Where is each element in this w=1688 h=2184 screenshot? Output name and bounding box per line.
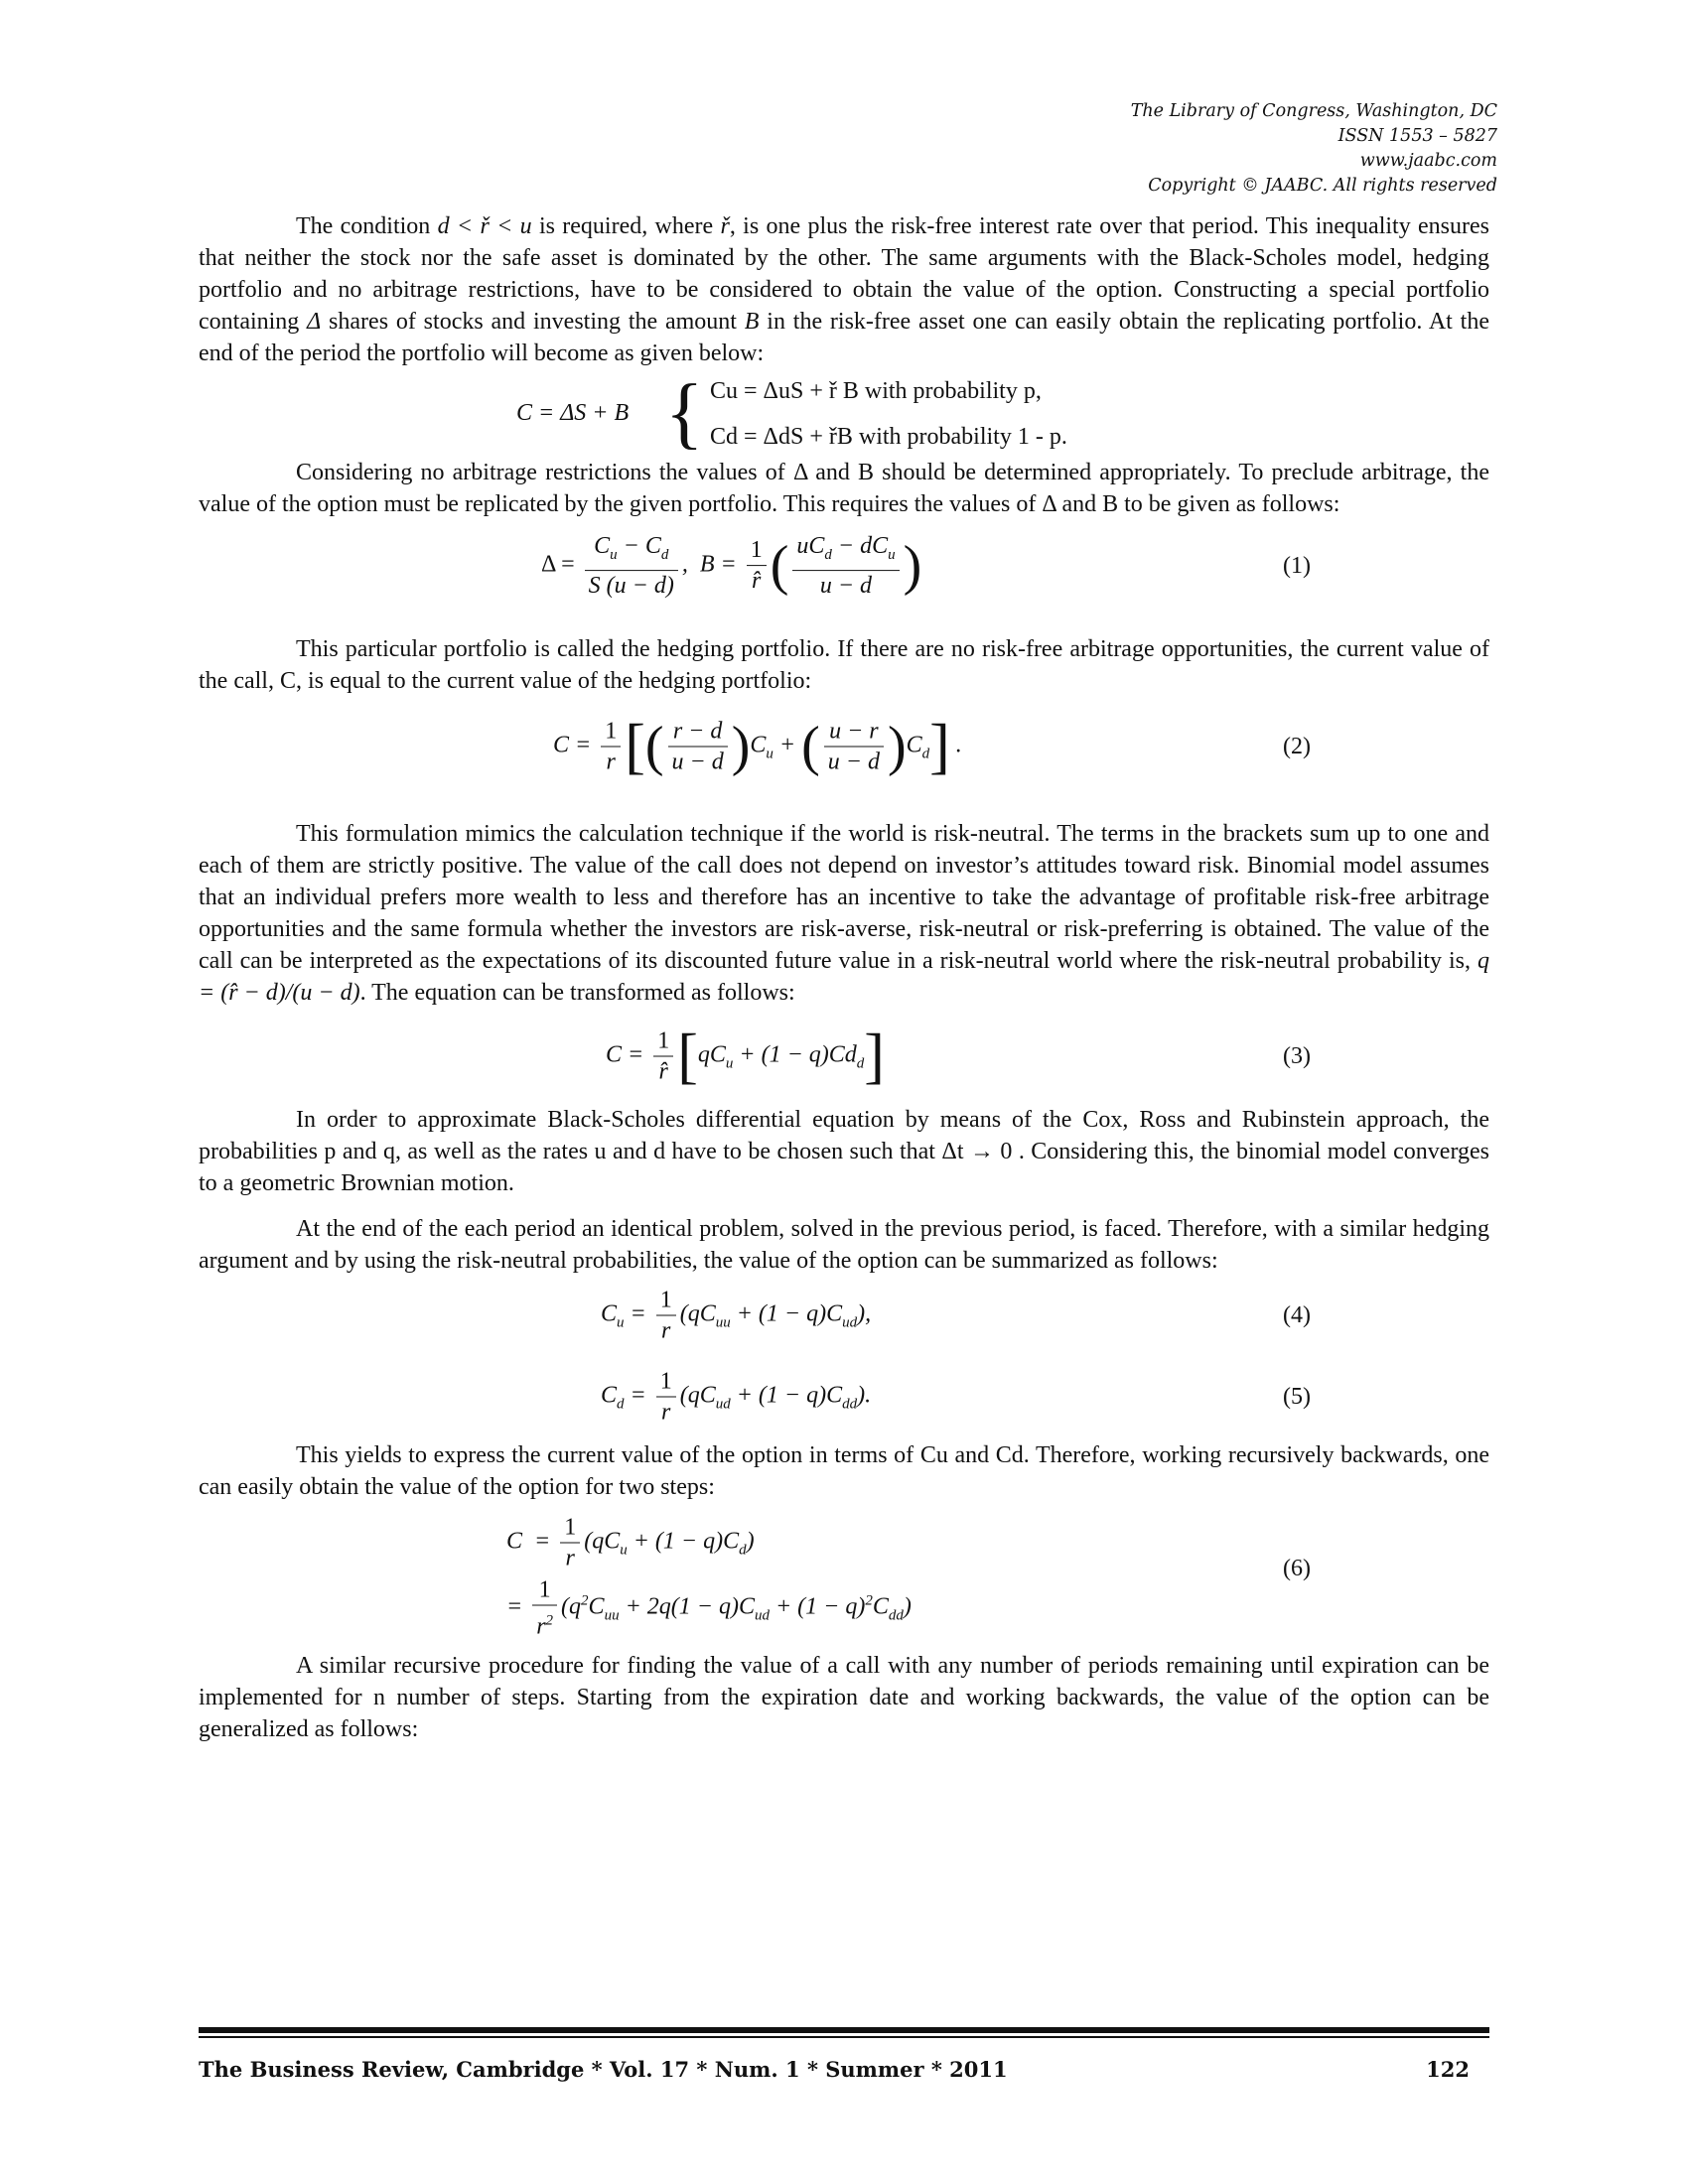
article-body <box>199 210 1489 1745</box>
equation-1 <box>199 520 1489 612</box>
equation-number: (3) <box>1283 1043 1311 1069</box>
equation-3 <box>199 1009 1489 1104</box>
paragraph-condition: The condition d < ř < u is required, where ř, is one plus the risk-free interest rate over that period. This inequality ensures that neither the stock nor the safe asset is dominated by the other. The same arguments with the Black-Scholes model, hedging portfolio and no arbitrage restrictions, have to be considered to obtain the value of the option. Constructing a special portfolio containing Δ shares of stocks and investing the amount B in the risk-free asset one can easily obtain the replicating portfolio. At the end of the period the portfolio will become as given below: <box>199 213 1490 366</box>
equation-number: (2) <box>1283 734 1311 759</box>
paragraph-approximation: In order to approximate Black-Scholes differential equation by means of the Cox, Ross and Rubinstein approach, the probabilities p and q, as well as the rates u and d have to be chosen such that Δt → 0 . Considering this, the binomial model converges to a geometric Brownian motion. <box>199 1107 1489 1196</box>
equation-1-body: Δ = $\frac{C_u - C_d}{S (u - d)}$ , B = $\frac{1}{r̂}$ ( $\frac{uC_d - dC_u}{u - d}$ ) <box>541 533 922 599</box>
equation-number: (5) <box>1283 1384 1311 1410</box>
equation-2 <box>199 697 1489 796</box>
system-up-state: Cu = ΔuS + ř B with probability p, <box>710 378 1042 404</box>
header-website: www.jaabc.com <box>1359 151 1497 171</box>
equation-2-body: C = $\frac{1}{r}$ [( $\frac{r - d}{u - d}$ )$C_u$ + ( $\frac{u - r}{u - d}$ )$C_d$] . <box>553 713 962 780</box>
page-header <box>1131 99 1497 199</box>
equation-number: (1) <box>1283 553 1311 579</box>
equation-3-body: C = $\frac{1}{r̂}$ $[qC_u + (1 - q)Cd_d]$ <box>606 1023 885 1090</box>
system-down-state: Cd = ΔdS + řB with probability 1 - p. <box>710 424 1067 450</box>
page-footer <box>199 2057 1470 2082</box>
paragraph-arbitrage: Considering no arbitrage restrictions the values of Δ and B should be determined appropriately. To preclude arbitrage, the value of the option must be replicated by the given portfolio. This requires the values of Δ and B to be given as follows: <box>199 460 1489 517</box>
equation-4 <box>199 1277 1489 1354</box>
equation-4-body: $C_u$ = $\frac{1}{r}$ $(qC_{uu} + (1 - q)C_{ud})$, <box>601 1287 872 1344</box>
header-publisher: The Library of Congress, Washington, DC <box>1130 101 1497 121</box>
footer-rule-thin <box>199 2036 1489 2038</box>
paragraph-risk-neutral: This formulation mimics the calculation technique if the world is risk-neutral. The terms in the brackets sum up to one and each of them are strictly positive. The value of the call does not depend on investor’s attitudes toward risk. Binomial model assumes that an individual prefers more wealth to less and therefore has an incentive to take the advantage of profitable risk-free arbitrage opportunities and the same formula whether the investors are risk-averse, risk-neutral or risk-preferring is obtained. The value of the call can be interpreted as the expectations of its discounted future value in a risk-neutral world where the risk-neutral probability is, q = (r̂ − d)/(u − d). The equation can be transformed as follows: <box>199 821 1489 1006</box>
page-number: 122 <box>1426 2057 1470 2082</box>
paragraph-hedging: This particular portfolio is called the hedging portfolio. If there are no risk-free arbitrage opportunities, the current value of the call, C, is equal to the current value of the hedging portfolio: <box>199 636 1489 694</box>
equation-6-line2: = $\frac{1}{r^2}$ $(q^2C_{uu} + 2q(1 - q)C_{ud} + (1 - q)^2C_{dd})$ <box>506 1576 912 1640</box>
paragraph-each-period: At the end of the each period an identical problem, solved in the previous period, is faced. Therefore, with a similar hedging argument and by using the risk-neutral probabilities, the value of the option can be summarized as follows: <box>199 1216 1489 1274</box>
equation-5 <box>199 1354 1489 1439</box>
system-lhs: C = ΔS + B <box>516 400 630 426</box>
brace-icon: { <box>665 369 704 457</box>
footer-rule-thick <box>199 2027 1489 2033</box>
header-copyright: Copyright © JAABC. All rights reserved <box>1148 176 1497 196</box>
equation-6-line1: C = $\frac{1}{r}$ $(qC_u + (1 - q)C_d)$ <box>506 1514 755 1571</box>
footer-journal: The Business Review, Cambridge * Vol. 17 * Num. 1 * Summer * 2011 <box>199 2057 1008 2082</box>
equation-6 <box>199 1503 1489 1640</box>
equation-number: (6) <box>1283 1556 1311 1581</box>
portfolio-system <box>199 369 1489 457</box>
equation-5-body: $C_d$ = $\frac{1}{r}$ $(qC_{ud} + (1 - q)C_{dd})$. <box>601 1368 872 1426</box>
paragraph-n-steps: A similar recursive procedure for finding the value of a call with any number of periods remaining until expiration can be implemented for n number of steps. Starting from the expiration date and working backwards, the value of the option can be generalized as follows: <box>199 1653 1489 1742</box>
paragraph-recursive: This yields to express the current value of the option in terms of Cu and Cd. Therefore, working recursively backwards, one can easily obtain the value of the option for two steps: <box>199 1442 1489 1500</box>
equation-number: (4) <box>1283 1302 1311 1328</box>
header-issn: ISSN 1553 – 5827 <box>1337 126 1497 146</box>
